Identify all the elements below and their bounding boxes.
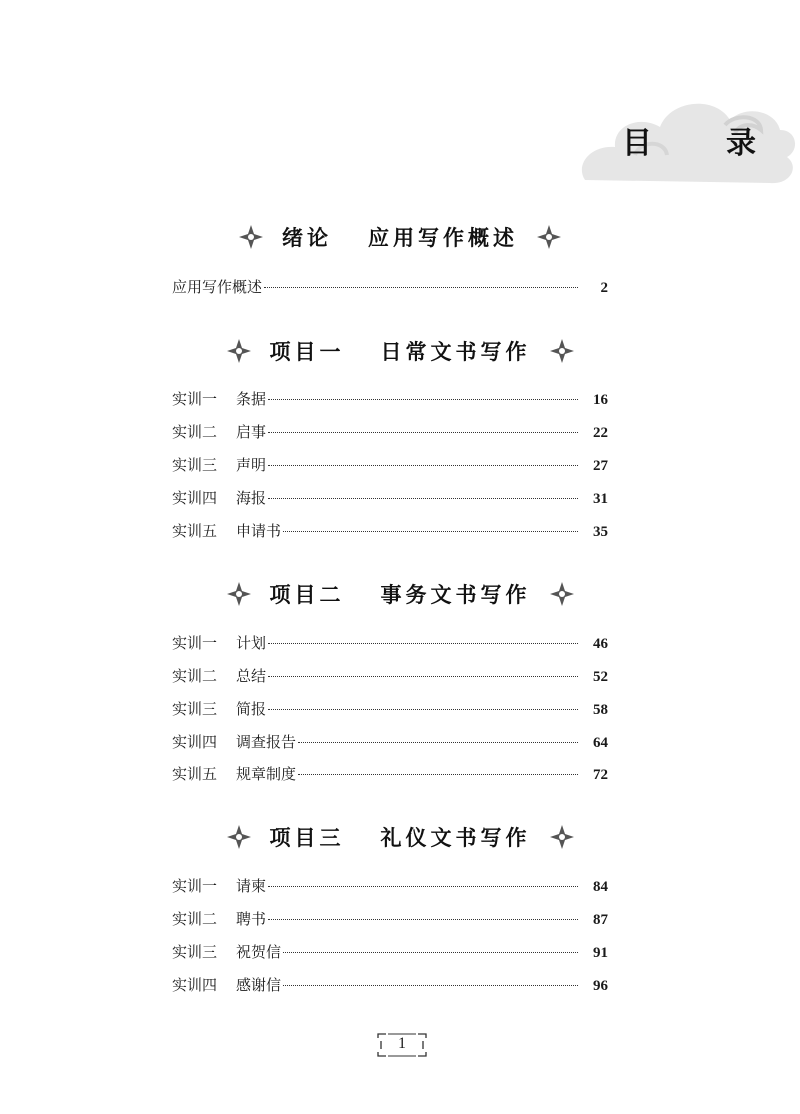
ornament-icon	[536, 224, 562, 250]
dot-leader	[268, 919, 578, 920]
page-number-frame	[376, 1032, 428, 1058]
entry-name: 总结	[236, 667, 267, 685]
toc-entry[interactable]	[172, 421, 608, 443]
ornament-icon	[549, 581, 575, 607]
section-title: 事务文书写作	[380, 583, 531, 607]
entry-name: 简报	[236, 700, 267, 718]
entry-name: 规章制度	[236, 765, 297, 783]
entry-name: 申请书	[236, 522, 282, 540]
entry-prefix: 实训二	[172, 667, 218, 685]
entry-prefix: 实训二	[172, 423, 218, 441]
section-heading	[0, 222, 800, 252]
toc-entry[interactable]	[172, 731, 608, 753]
toc-entry[interactable]	[172, 763, 608, 785]
dot-leader	[298, 742, 578, 743]
toc-entry[interactable]	[172, 632, 608, 654]
section-title: 日常文书写作	[380, 340, 531, 364]
dot-leader	[268, 498, 578, 499]
toc-entry[interactable]	[172, 276, 608, 298]
entry-name: 应用写作概述	[172, 278, 263, 296]
entry-prefix: 实训一	[172, 390, 218, 408]
section-title: 应用写作概述	[368, 226, 518, 250]
entry-name: 计划	[236, 634, 267, 652]
entry-page: 46	[593, 636, 608, 652]
dot-leader	[283, 985, 578, 986]
toc-entry[interactable]	[172, 665, 608, 687]
dot-leader	[268, 676, 578, 677]
ornament-icon	[226, 581, 252, 607]
entry-name: 请柬	[236, 877, 267, 895]
section-label: 项目一	[269, 340, 345, 364]
entry-page: 16	[593, 392, 608, 408]
entry-name: 聘书	[236, 910, 267, 928]
ornament-icon	[238, 224, 264, 250]
entry-page: 22	[593, 425, 608, 441]
section-heading	[0, 579, 800, 609]
dot-leader	[268, 465, 578, 466]
entry-prefix: 实训二	[172, 910, 218, 928]
page-number: 1	[398, 1035, 406, 1052]
entry-page: 35	[593, 524, 608, 540]
dot-leader	[268, 432, 578, 433]
section-heading	[0, 822, 800, 852]
entry-prefix: 实训五	[172, 522, 218, 540]
toc-entry[interactable]	[172, 908, 608, 930]
entry-name: 声明	[236, 456, 267, 474]
toc-entry[interactable]	[172, 698, 608, 720]
dot-leader	[283, 952, 578, 953]
toc-entry[interactable]	[172, 875, 608, 897]
ornament-icon	[226, 338, 252, 364]
entry-page: 27	[593, 458, 608, 474]
ornament-icon	[549, 338, 575, 364]
entry-page: 91	[593, 945, 608, 961]
entry-prefix: 实训三	[172, 456, 218, 474]
entry-name: 调查报告	[236, 733, 297, 751]
dot-leader	[268, 643, 578, 644]
entry-prefix: 实训四	[172, 489, 218, 507]
entry-page: 58	[593, 702, 608, 718]
entry-name: 祝贺信	[236, 943, 282, 961]
entry-prefix: 实训一	[172, 877, 218, 895]
entry-page: 52	[593, 669, 608, 685]
entry-name: 感谢信	[236, 976, 282, 994]
section-heading	[0, 336, 800, 366]
section-label: 绪论	[282, 226, 332, 250]
entry-page: 64	[593, 735, 608, 751]
entry-page: 31	[593, 491, 608, 507]
entry-prefix: 实训四	[172, 976, 218, 994]
entry-name: 启事	[236, 423, 267, 441]
dot-leader	[268, 399, 578, 400]
entry-prefix: 实训一	[172, 634, 218, 652]
dot-leader	[264, 287, 578, 288]
entry-page: 72	[593, 767, 608, 783]
entry-prefix: 实训四	[172, 733, 218, 751]
entry-prefix: 实训五	[172, 765, 218, 783]
ornament-icon	[549, 824, 575, 850]
entry-page: 2	[600, 280, 608, 296]
dot-leader	[283, 531, 578, 532]
dot-leader	[268, 886, 578, 887]
dot-leader	[268, 709, 578, 710]
toc-entry[interactable]	[172, 520, 608, 542]
ornament-icon	[226, 824, 252, 850]
entry-name: 条据	[236, 390, 267, 408]
toc-entry[interactable]	[172, 454, 608, 476]
toc-entry[interactable]	[172, 388, 608, 410]
entry-page: 96	[593, 978, 608, 994]
entry-prefix: 实训三	[172, 943, 218, 961]
toc-entry[interactable]	[172, 487, 608, 509]
entry-page: 87	[593, 912, 608, 928]
section-label: 项目三	[269, 826, 345, 850]
dot-leader	[298, 774, 578, 775]
entry-page: 84	[593, 879, 608, 895]
page-title: 目 录	[622, 126, 778, 161]
entry-name: 海报	[236, 489, 267, 507]
entry-prefix: 实训三	[172, 700, 218, 718]
section-label: 项目二	[269, 583, 345, 607]
toc-entry[interactable]	[172, 941, 608, 963]
section-title: 礼仪文书写作	[380, 826, 531, 850]
toc-entry[interactable]	[172, 974, 608, 996]
